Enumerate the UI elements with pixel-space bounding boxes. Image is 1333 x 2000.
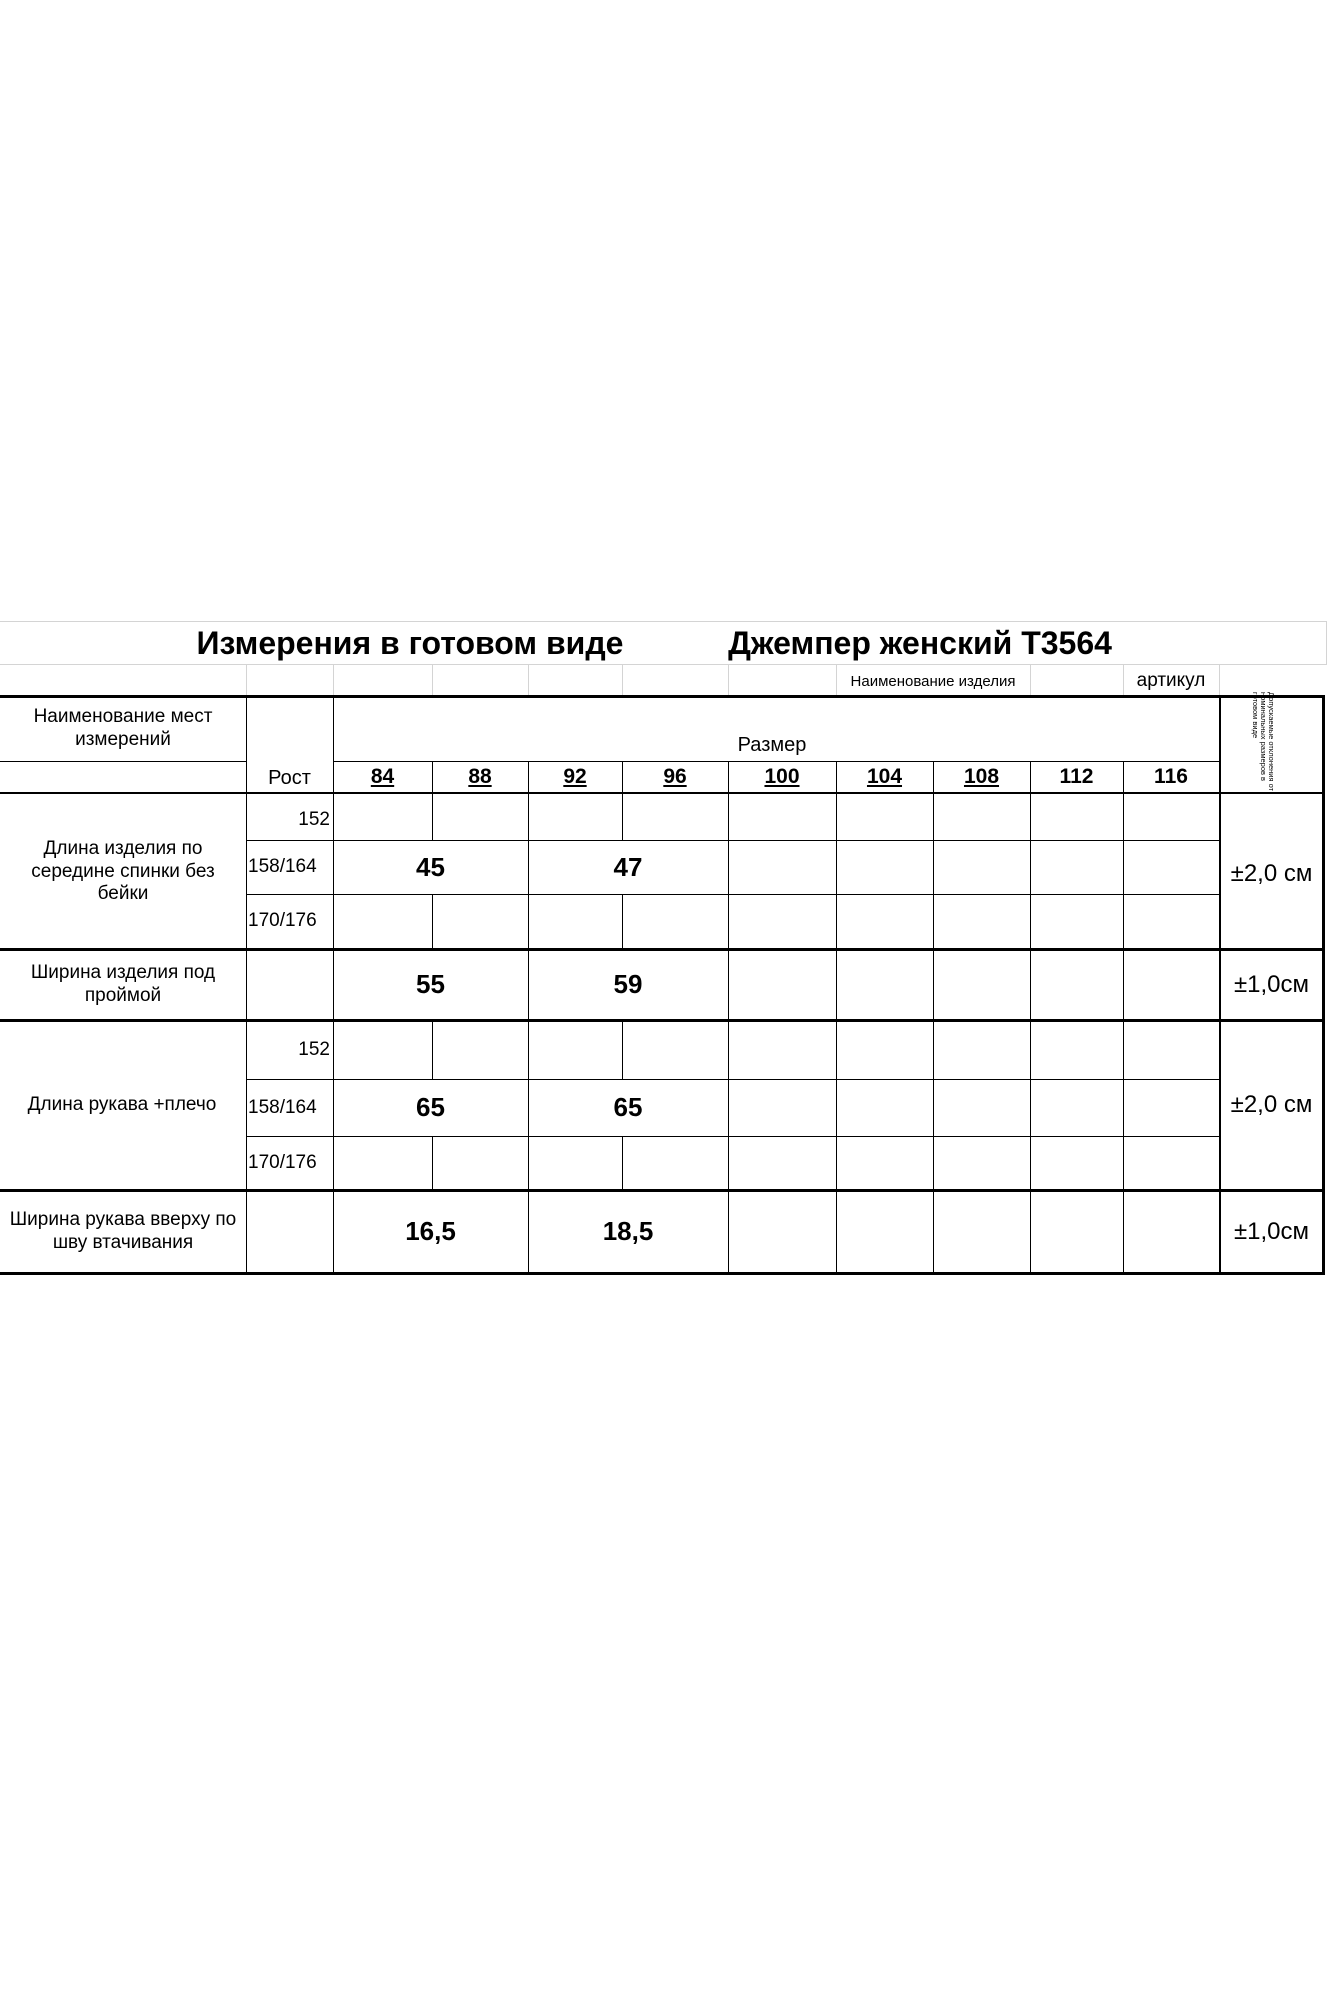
height-value: 158/164	[248, 856, 317, 878]
grid-line-faint	[728, 664, 729, 696]
grid-line-faint	[1326, 621, 1327, 665]
measurement-value: 65	[416, 1092, 445, 1123]
sheet-title: Измерения в готовом виде	[196, 624, 624, 661]
height-value: 152	[298, 1039, 330, 1061]
col-line	[432, 1019, 433, 1079]
measurement-name: Длина изделия по середине спинки без бейки	[31, 837, 215, 905]
header-divider	[0, 792, 1325, 794]
table-border-top	[0, 695, 1325, 698]
measurement-value: 59	[613, 969, 643, 1000]
size-92: 92	[563, 765, 587, 789]
measurement-value: 65	[613, 1092, 643, 1123]
tolerance-value: ±1,0см	[1233, 970, 1310, 998]
grid-line-faint	[1219, 664, 1220, 696]
article-caption: артикул	[1136, 669, 1206, 691]
measurement-value: 45	[416, 851, 445, 882]
label-cell-divider	[0, 761, 246, 762]
tolerance-value: ±1,0см	[1233, 1217, 1310, 1245]
height-row-divider	[246, 894, 1220, 895]
col-line	[622, 894, 623, 949]
size-116: 116	[1154, 765, 1188, 789]
grid-line-faint	[622, 664, 623, 696]
measurement-value: 16,5	[405, 1216, 456, 1247]
col-line	[622, 1019, 623, 1079]
col-line	[933, 761, 934, 1273]
size-112: 112	[1059, 765, 1094, 789]
height-value: 158/164	[248, 1096, 317, 1118]
measurement-name: Длина рукава +плечо	[27, 1094, 217, 1116]
tolerance-header-text: Допускаемые отклонения от номинальных размеров в готовом виде	[1251, 692, 1276, 792]
size-100: 100	[764, 765, 800, 789]
measurement-value: 47	[613, 851, 643, 882]
col-line	[432, 894, 433, 949]
table-border-right	[1322, 695, 1325, 1275]
col-line	[1030, 761, 1031, 1273]
height-header: Рост	[268, 767, 311, 789]
height-value: 170/176	[248, 910, 317, 932]
product-name-caption: Наименование изделия	[850, 673, 1016, 690]
measurement-name: Ширина рукава вверху по шву втачивания	[9, 1209, 237, 1253]
grid-line-faint	[432, 664, 433, 696]
measurement-value: 18,5	[602, 1216, 654, 1247]
height-value: 170/176	[248, 1151, 317, 1173]
size-header: Размер	[737, 734, 807, 756]
col-line	[622, 1136, 623, 1191]
grid-line-faint	[0, 664, 1326, 665]
grid-line-faint	[1030, 664, 1031, 696]
height-row-divider	[246, 1136, 1220, 1137]
size-108: 108	[963, 765, 1000, 789]
height-value: 152	[298, 808, 330, 830]
col-line	[432, 1136, 433, 1191]
col-line	[1123, 761, 1124, 1273]
grid-line-faint	[246, 664, 247, 696]
col-line	[728, 761, 729, 1273]
size-104: 104	[866, 765, 903, 789]
size-96: 96	[663, 765, 687, 789]
table-border-bottom	[0, 1272, 1325, 1275]
measurement-name: Ширина изделия под проймой	[30, 962, 216, 1006]
size-84: 84	[370, 765, 395, 789]
product-name: Джемпер женский Т3564	[728, 624, 1112, 661]
measurement-place-header: Наименование мест измерений	[33, 706, 213, 750]
grid-line-faint	[333, 664, 334, 696]
size-88: 88	[468, 765, 492, 789]
tolerance-value: ±2,0 см	[1230, 859, 1313, 887]
measurement-value: 55	[416, 969, 445, 1000]
col-line	[836, 761, 837, 1273]
grid-line-faint	[528, 664, 529, 696]
tolerance-header	[1221, 692, 1305, 796]
tolerance-value: ±2,0 см	[1230, 1091, 1313, 1119]
